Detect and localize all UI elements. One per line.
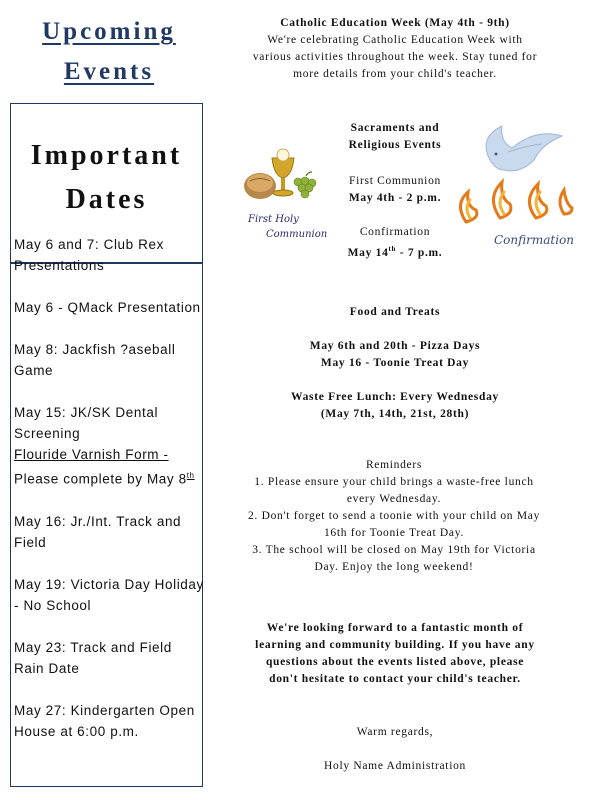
waste-free-title: Waste Free Lunch: Every Wednesday [291, 391, 499, 403]
communion-caption-2: Communion [266, 229, 328, 240]
first-communion-label: First Communion [349, 175, 441, 187]
date-item: May 6 and 7: Club Rex Presentations [14, 237, 164, 273]
confirmation-label: Confirmation [359, 226, 431, 238]
waste-free-dates: (May 7th, 14th, 21st, 28th) [320, 408, 470, 420]
closing-message: We're looking forward to a fantastic month of learning and community building. If you have any questions about the events listed above, please don't hesitate to contact your child's teacher. [255, 622, 535, 685]
important-dates-heading [10, 134, 203, 222]
food-treats-section [250, 304, 540, 423]
regards: Warm regards, [356, 726, 434, 738]
confirmation-image [450, 118, 578, 250]
reminder-item: 3. The school will be closed on May 19th for Victoria Day. Enjoy the long weekend! [252, 544, 536, 573]
confirmation-caption: Confirmation [494, 233, 575, 247]
date-item: May 15: JK/SK Dental Screening Flouride Varnish Form - Please complete by May 8th [14, 405, 195, 487]
confirmation-info [330, 224, 460, 262]
cew-title: Catholic Education Week (May 4th - 9th) [280, 17, 510, 29]
communion-caption-1: First Holy [248, 214, 299, 225]
signature: Holy Name Administration [323, 760, 466, 772]
date-item: May 8: Jackfish ?aseball Game [14, 342, 176, 378]
first-communion-info [330, 173, 460, 207]
reminders-title: Reminders [365, 459, 423, 471]
reminders-section [236, 457, 552, 576]
date-item: May 6 - QMack Presentation [14, 300, 201, 315]
cew-section [250, 15, 540, 83]
important-line-1: Important [30, 140, 183, 171]
sacraments-title: Sacraments and Religious Events [348, 122, 442, 151]
cew-body: We're celebrating Catholic Education Week with various activities throughout the week. Stay tuned for more details from your child's teacher. [252, 34, 538, 80]
food-title: Food and Treats [349, 306, 441, 318]
flouride-form-link[interactable]: Flouride Varnish Form - [14, 447, 169, 462]
reminder-item: 2. Don't forget to send a toonie with your child on May 16th for Toonie Treat Day. [247, 510, 541, 539]
date-item: May 23: Track and Field Rain Date [14, 639, 172, 676]
reminder-item: 1. Please ensure your child brings a waste-free lunch every Wednesday. [254, 476, 534, 505]
date-item: May 16: Jr./Int. Track and Field [14, 513, 182, 550]
toonie-day: May 16 - Toonie Treat Day [320, 357, 470, 369]
upcoming-events-title [14, 12, 204, 92]
first-communion-image [242, 148, 328, 244]
date-item: May 27: Kindergarten Open House at 6:00 p.m. [14, 702, 195, 739]
confirmation-date: May 14th - 7 p.m. [347, 245, 443, 259]
dates-list [14, 234, 206, 763]
title-line-1: Upcoming [42, 18, 176, 45]
date-item: May 19: Victoria Day Holiday - No School [14, 576, 204, 613]
pizza-days: May 6th and 20th - Pizza Days [309, 340, 481, 352]
title-line-2: Events [63, 58, 155, 85]
first-communion-date: May 4th - 2 p.m. [348, 192, 442, 204]
important-line-2: Dates [65, 184, 148, 215]
